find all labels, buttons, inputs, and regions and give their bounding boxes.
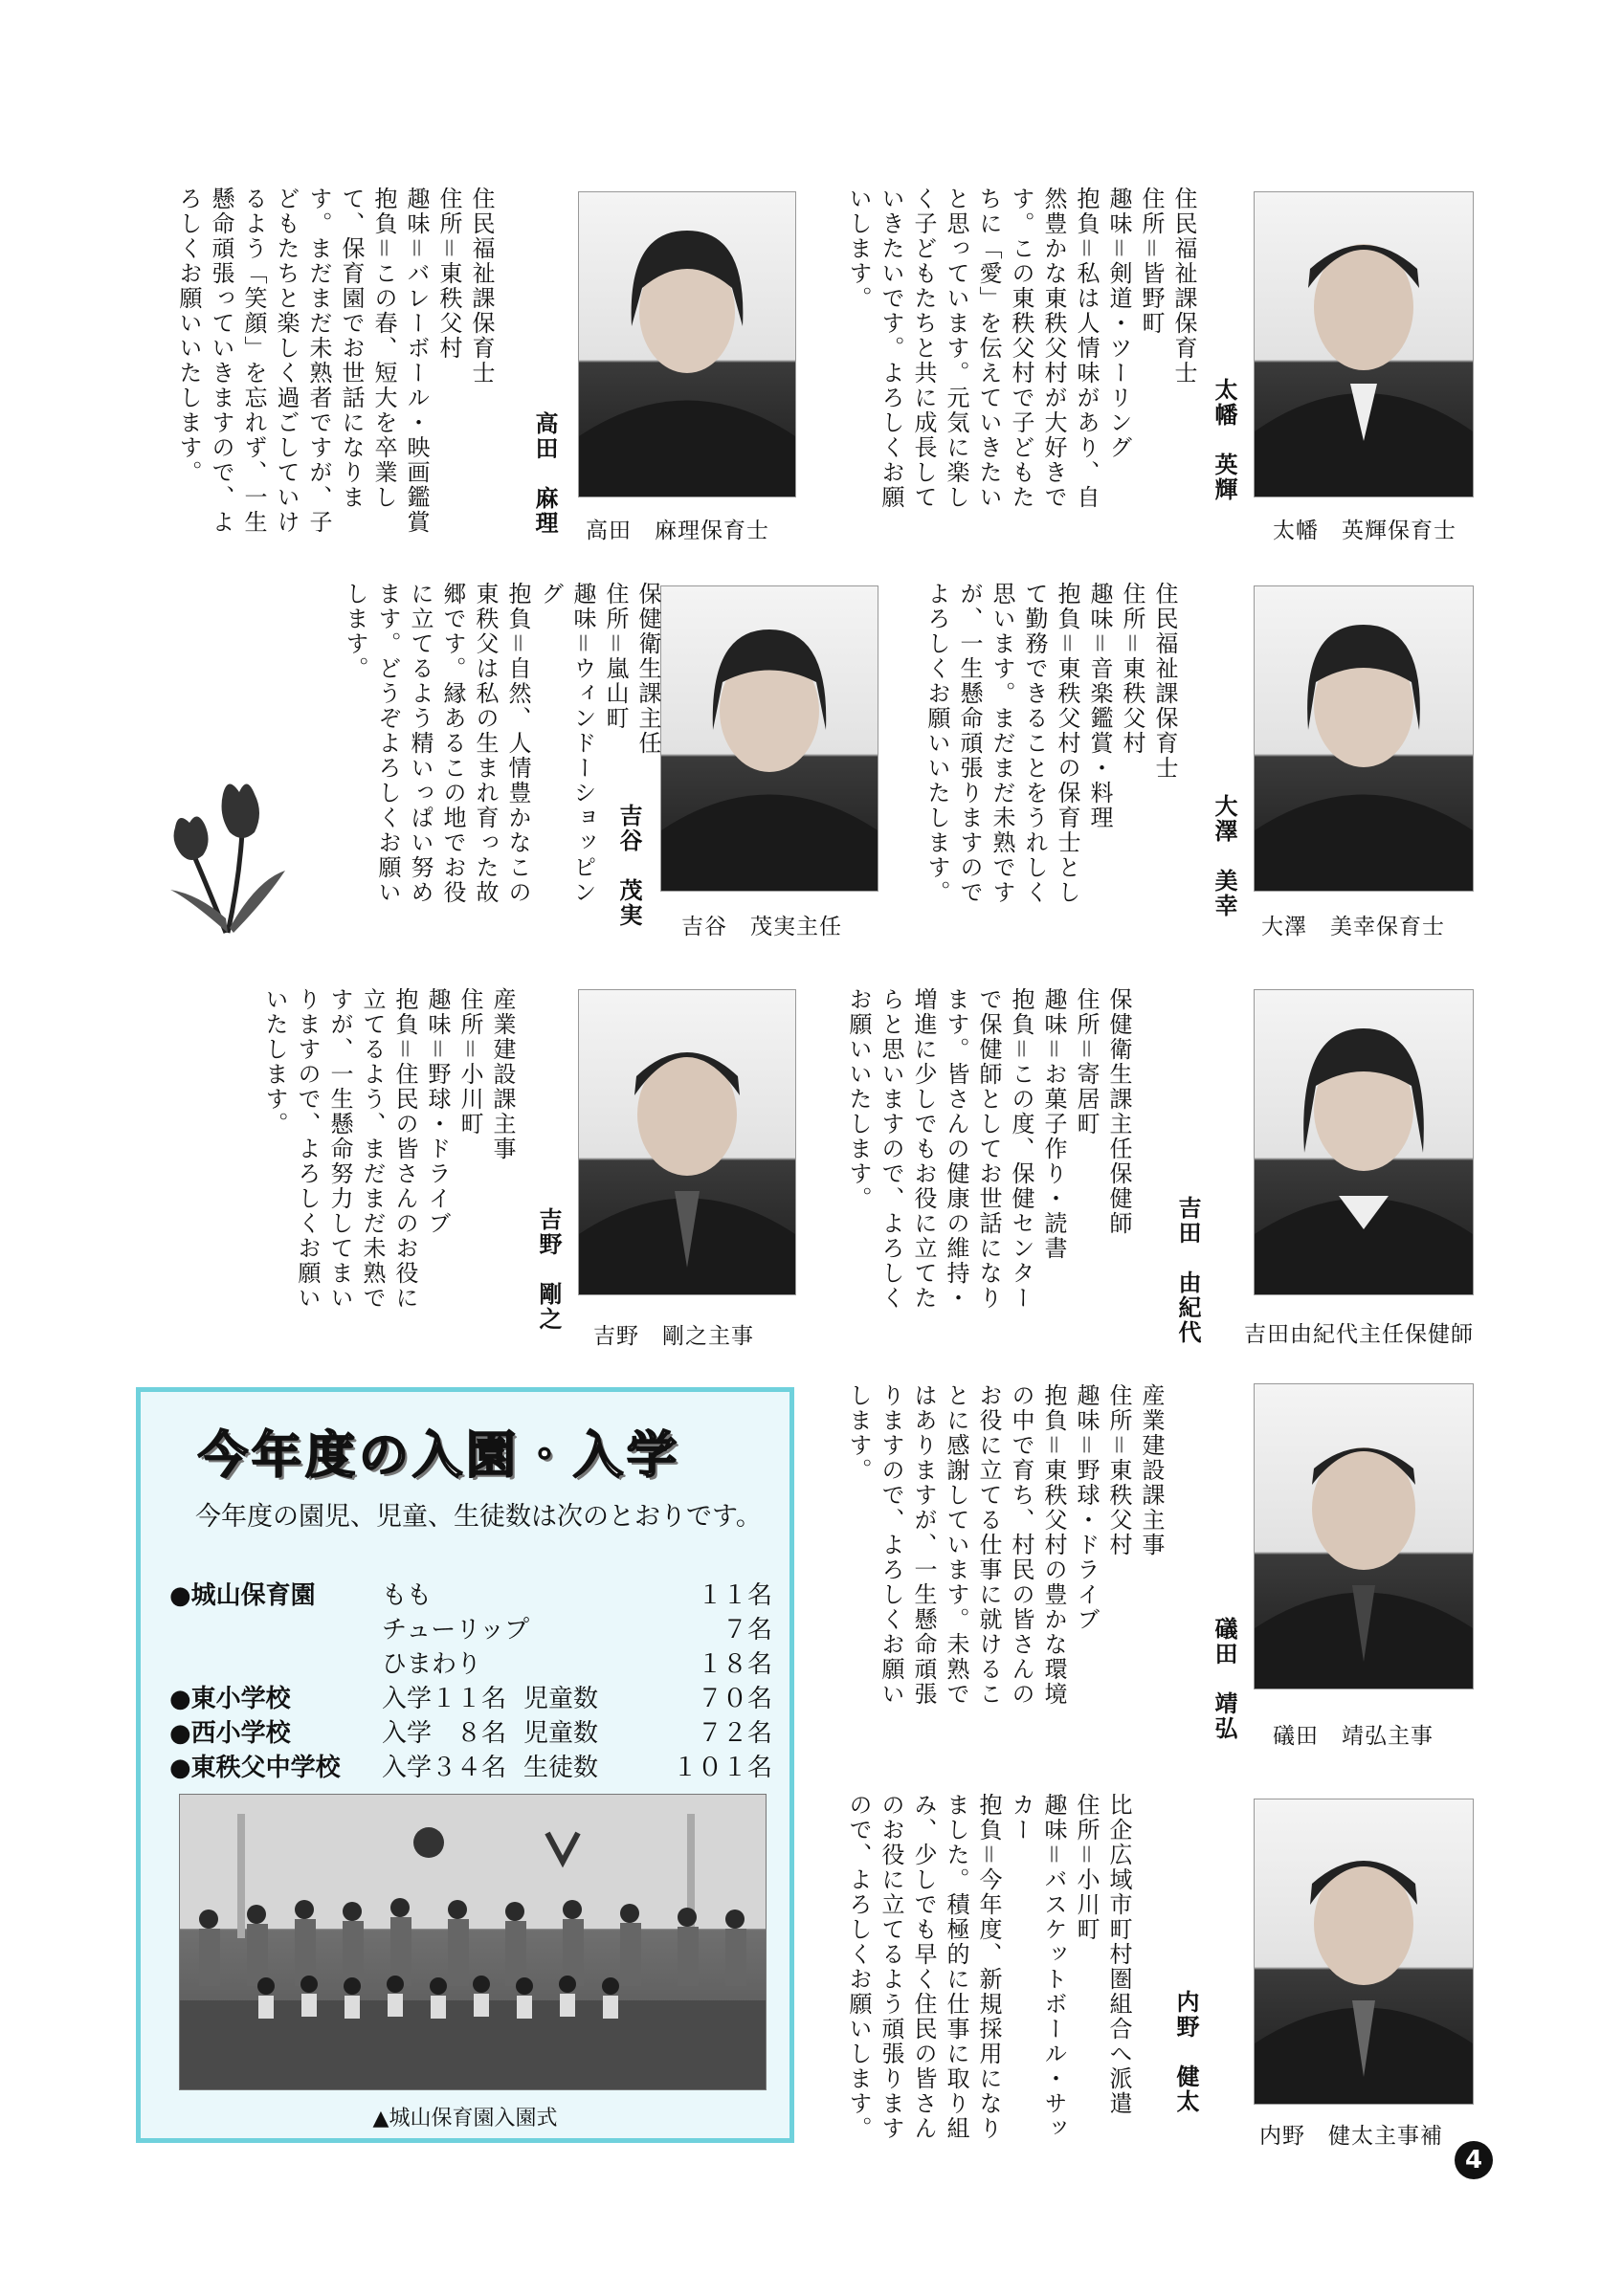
profile-body: 抱負＝東秩父村の保育士として勤務できることをうれしく思います。まだまだ未熟ですが、一生懸命頑張りますのでよろしくお願いいたします。 [923, 582, 1080, 905]
profile-body: 抱負＝東秩父村の豊かな環境の中で育ち、村民の皆さんのお役に立てる仕事に就けることに感謝しています。未熟ではありますが、一生懸命頑張りますので、よろしくお願いします。 [845, 1383, 1067, 1707]
portrait-photo [1254, 1383, 1474, 1689]
portrait-caption: 吉谷 茂実主任 [681, 915, 842, 939]
profile-dept: 保健衛生課主任 [634, 582, 661, 756]
profile-address: 住所＝小川町 [456, 987, 483, 1137]
profile-name: 内野 健太 [1172, 1990, 1199, 2114]
profile-hobby: 趣味＝音楽鑑賞・料理 [1086, 582, 1113, 830]
portrait-caption: 吉野 剛之主事 [593, 1324, 754, 1349]
profile-address: 住所＝嵐山町 [602, 582, 629, 731]
portrait-caption: 吉田由紀代主任保健師 [1244, 1322, 1474, 1347]
profile-body: 抱負＝この春、短大を卒業して、保育園でお世話になります。まだまだ未熟者ですが、子どもたちと楽しく過ごしていけるよう「笑顔」を忘れず、一生懸命頑張っていきますので、よろしくお願いいたします。 [175, 187, 397, 535]
portrait-caption: 礒田 靖弘主事 [1273, 1724, 1434, 1749]
enrollment-intro: 今年度の園児、児童、生徒数は次のとおりです。 [195, 1502, 762, 1532]
portrait-caption: 大澤 美幸保育士 [1261, 915, 1445, 939]
enrollment-box [136, 1387, 794, 2143]
enrollment-row: ●西小学校 入学 ８名 児童数 ７２名 [169, 1719, 772, 1748]
profile-text [842, 187, 1200, 531]
profile-body: 抱負＝自然、人情豊かなこの東秩父は私の生まれ育った故郷です。縁あるこの地でお役に立てるよう精いっぱい努めます。どうぞよろしくお願いします。 [342, 582, 531, 905]
profile-body: 抱負＝私は人情味があり、自然豊かな東秩父村が大好きです。この東秩父村で子どもたちに「愛」を伝えていきたいと思っています。元気に楽しく子どもたちと共に成長していきたいです。よろしくお願いします。 [845, 187, 1100, 510]
profile-name: 高田 麻理 [531, 411, 558, 536]
profile-address: 住所＝小川町 [1073, 1793, 1100, 1942]
profile-hobby: 趣味＝お菓子作り・読書 [1040, 987, 1067, 1261]
profile-address: 住所＝東秩父村 [1105, 1383, 1132, 1557]
ceremony-photo [179, 1794, 767, 2090]
profile-text [172, 187, 498, 550]
profile-name: 吉野 剛之 [535, 1207, 562, 1332]
profile-dept: 住民福祉課保育士 [468, 187, 495, 386]
profile-address: 住所＝寄居町 [1073, 987, 1100, 1137]
profile-name: 大澤 美幸 [1211, 794, 1237, 918]
profile-name: 吉谷 茂実 [615, 804, 642, 928]
profile-address: 住所＝東秩父村 [435, 187, 462, 361]
profile-body: 抱負＝この度、保健センターで保健師としてお世話になります。皆さんの健康の維持・増進に少しでもお役に立てたらと思いますので、よろしくお願いいたします。 [845, 987, 1034, 1311]
profile-text [258, 987, 519, 1332]
profile-hobby: 趣味＝ウィンドーショッピング [537, 582, 596, 905]
profile-body: 抱負＝今年度、新規採用になりました。積極的に仕事に取り組み、少しでも早く住民の皆さんのお役に立てるよう頑張りますので、よろしくお願いします。 [845, 1793, 1002, 2141]
portrait-photo [1254, 585, 1474, 892]
enrollment-row: ひまわり １８名 [382, 1650, 772, 1679]
profile-dept: 産業建設課主事 [1138, 1383, 1165, 1557]
portrait-photo [1254, 1799, 1474, 2105]
enrollment-row: ●東小学校 入学１１名 児童数 ７０名 [169, 1685, 772, 1713]
profile-hobby: 趣味＝剣道・ツーリング [1105, 187, 1132, 460]
profile-address: 住所＝東秩父村 [1119, 582, 1145, 756]
profile-text [842, 987, 1135, 1332]
enrollment-row: チューリップ ７名 [382, 1616, 772, 1645]
page-number: 4 [1455, 2141, 1493, 2179]
profile-hobby: 趣味＝野球・ドライブ [1073, 1383, 1100, 1632]
profile-address: 住所＝皆野町 [1138, 187, 1165, 336]
portrait-caption: 太幡 英輝保育士 [1273, 519, 1456, 543]
profile-name: 吉田 由紀代 [1174, 1196, 1201, 1345]
profile-name: 礒田 靖弘 [1211, 1617, 1237, 1741]
profile-hobby: 趣味＝バレーボール・映画鑑賞 [403, 187, 430, 535]
enrollment-table [169, 1576, 782, 1782]
enrollment-row: ●東秩父中学校 入学３４名 生徒数 １０１名 [169, 1754, 772, 1782]
profile-dept: 比企広域市町村圏組合へ派遣 [1105, 1793, 1132, 2116]
portrait-photo [660, 585, 878, 892]
profile-dept: 住民福祉課保育士 [1170, 187, 1197, 386]
profile-text [842, 1793, 1135, 2147]
tulip-icon [151, 775, 295, 938]
profile-hobby: 趣味＝野球・ドライブ [424, 987, 451, 1236]
portrait-photo [578, 191, 796, 497]
profile-dept: 保健衛生課主任保健師 [1105, 987, 1132, 1236]
profile-text [842, 1383, 1167, 1728]
portrait-caption: 高田 麻理保育士 [586, 519, 769, 543]
portrait-photo [1254, 191, 1474, 497]
profile-dept: 産業建設課主事 [489, 987, 516, 1161]
portrait-photo [1254, 989, 1474, 1295]
profile-name: 太幡 英輝 [1211, 378, 1237, 502]
enrollment-row: ●城山保育園 もも １１名 [169, 1581, 772, 1610]
profile-body: 抱負＝住民の皆さんのお役に立てるよう、まだまだ未熟ですが、一生懸命努力してまいりますので、よろしくお願いいたします。 [261, 987, 418, 1311]
profile-dept: 住民福祉課保育士 [1151, 582, 1178, 781]
enrollment-title: 今年度の入園・入学 [198, 1427, 681, 1485]
profile-hobby: 趣味＝バスケットボール・サッカー [1008, 1793, 1067, 2141]
portrait-caption: 内野 健太主事補 [1259, 2124, 1443, 2149]
ceremony-photo-caption: ▲城山保育園入園式 [372, 2107, 558, 2130]
profile-text [921, 582, 1181, 926]
portrait-photo [578, 989, 796, 1295]
